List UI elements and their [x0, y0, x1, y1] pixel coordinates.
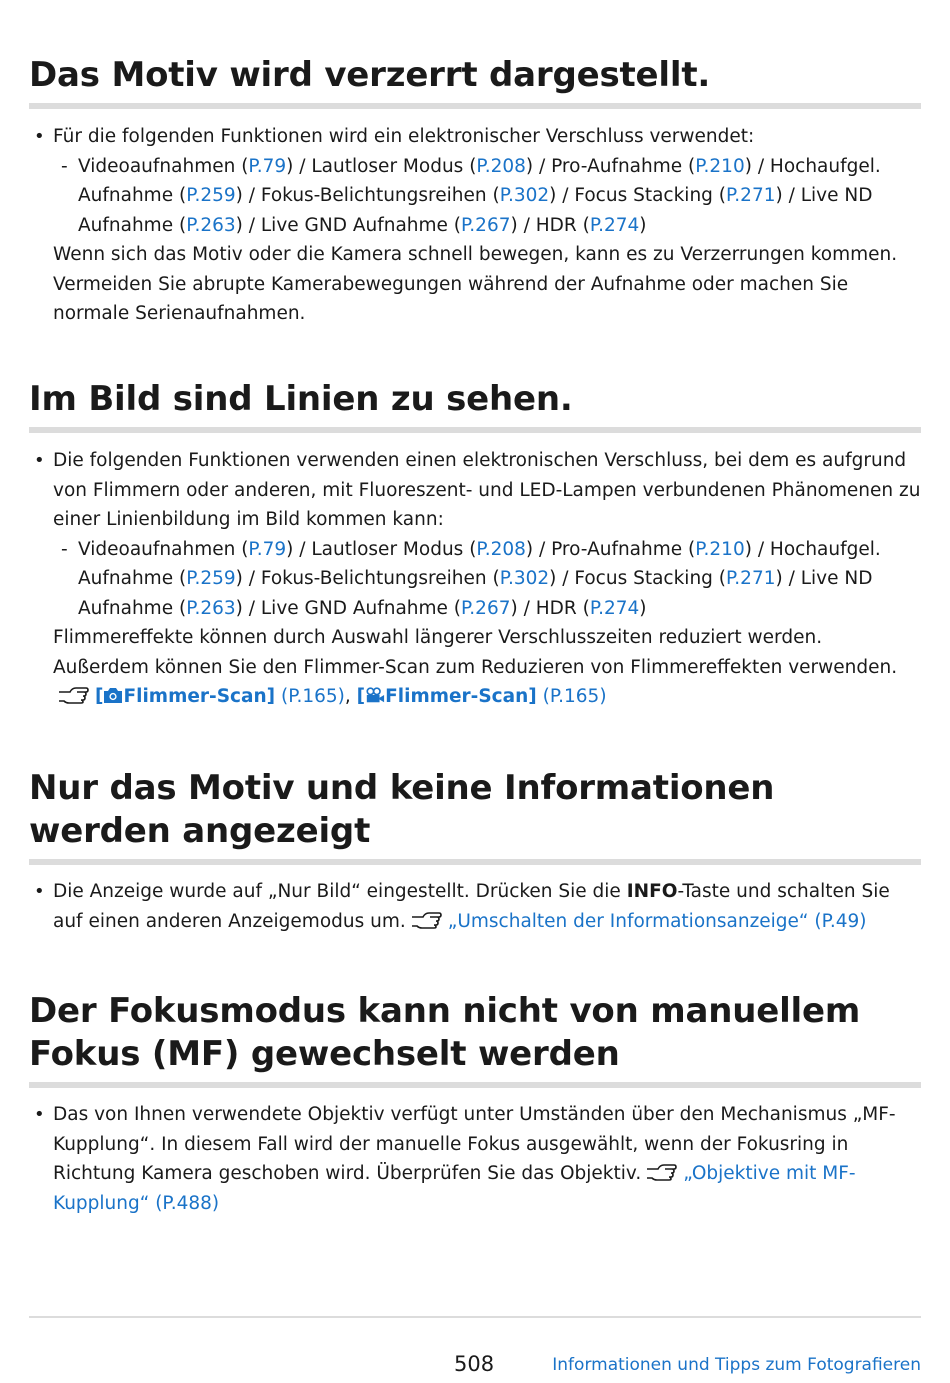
- page-link[interactable]: P.263: [186, 597, 236, 619]
- section-linien: [29, 378, 921, 712]
- page-link[interactable]: P.210: [695, 155, 745, 177]
- bullet-continuation: Wenn sich das Motiv oder die Kamera schnell bewegen, kann es zu Verzerrungen kommen. Vermeiden Sie abrupte Kamerabewegungen während der Aufnahme oder machen Sie normale Serienaufnahmen.: [53, 244, 898, 324]
- pointing-hand-icon: [645, 1161, 677, 1181]
- page-link[interactable]: P.302: [499, 185, 550, 206]
- page-link[interactable]: P.210: [695, 538, 745, 560]
- page-link[interactable]: P.263: [186, 214, 236, 236]
- section-fokusmodus: [29, 990, 921, 1218]
- bullet-item: • Die folgenden Funktionen verwenden einen elektronischen Verschluss, bei dem es aufgrund von Flimmern oder anderen, mit Fluoreszent- und LED-Lampen verbundenen Phänomenen zu einer Linienbildung im Bild kommen kann:: [29, 446, 921, 535]
- page-link[interactable]: P.79: [248, 155, 287, 177]
- bullet-item: • Die Anzeige wurde auf „Nur Bild“ eingestellt. Drücken Sie die INFO-Taste und schalten Sie auf einen anderen Anzeigemodus um. „Umschalten der Informationsanzeige“ (P.49): [29, 877, 921, 936]
- pointing-hand-icon: [57, 684, 89, 704]
- section-divider: [29, 859, 921, 865]
- info-display-link[interactable]: „Umschalten der Informationsanzeige“ (P.49): [447, 910, 867, 932]
- page-link[interactable]: (P.165): [542, 686, 607, 707]
- section-divider: [29, 427, 921, 433]
- page-link[interactable]: P.271: [726, 568, 776, 589]
- page-link[interactable]: P.79: [248, 538, 287, 560]
- page-link[interactable]: P.208: [476, 538, 526, 560]
- section-title: Im Bild sind Linien zu sehen.: [29, 379, 573, 419]
- page-link[interactable]: P.302: [499, 568, 550, 589]
- section-divider: [29, 1082, 921, 1088]
- bullet-continuation: Flimmereffekte können durch Auswahl längerer Verschlusszeiten reduziert werden. Außerdem können Sie den Flimmer-Scan zum Reduzieren von Flimmereffekten verwenden.[ Flimmer-Scan] (P.165), [ Flimmer-Scan] (P.165): [53, 627, 898, 707]
- page-link[interactable]: P.267: [461, 214, 511, 236]
- camera-icon: [103, 686, 123, 704]
- page-link[interactable]: P.267: [461, 597, 511, 619]
- page-link[interactable]: P.274: [589, 597, 640, 619]
- function-list: - Videoaufnahmen (P.79) / Lautloser Modus (P.208) / Pro-Aufnahme (P.210) / Hochaufgel. Aufnahme (P.259) / Fokus-Belichtungsreihen (P.302) / Focus Stacking (P.271) / Live ND Aufnahme (P.263) / Live GND Aufnahme (P.267) / HDR (P.274): [29, 535, 921, 624]
- section-title: Das Motiv wird verzerrt dargestellt.: [29, 55, 711, 95]
- movie-camera-icon: [365, 686, 385, 704]
- chapter-title-link[interactable]: Informationen und Tipps zum Fotografieren: [552, 1355, 921, 1375]
- info-key-label: INFO: [626, 881, 678, 902]
- bullet-item: • Für die folgenden Funktionen wird ein elektronischer Verschluss verwendet:: [29, 122, 921, 152]
- footer-divider: [29, 1316, 921, 1318]
- section-divider: [29, 103, 921, 109]
- page-number: 508: [454, 1352, 495, 1376]
- page-link[interactable]: P.208: [476, 155, 526, 177]
- flimmer-scan-photo-link[interactable]: [ Flimmer-Scan]: [95, 686, 276, 707]
- page-link[interactable]: (P.165): [280, 686, 345, 707]
- page-link[interactable]: P.274: [589, 214, 640, 236]
- function-list: - Videoaufnahmen (P.79) / Lautloser Modus (P.208) / Pro-Aufnahme (P.210) / Hochaufgel. Aufnahme (P.259) / Fokus-Belichtungsreihen (P.302) / Focus Stacking (P.271) / Live ND Aufnahme (P.263) / Live GND Aufnahme (P.267) / HDR (P.274): [29, 152, 921, 241]
- section-verzerrt: [29, 54, 921, 329]
- page-link[interactable]: P.259: [186, 185, 236, 206]
- page-link[interactable]: P.259: [186, 568, 236, 589]
- section-nur-motiv: [29, 767, 921, 936]
- bullet-item: • Das von Ihnen verwendete Objektiv verfügt unter Umständen über den Mechanismus „MF-Kupplung“. In diesem Fall wird der manuelle Fokus ausgewählt, wenn der Fokusring in Richtung Kamera geschoben wird. Überprüfen Sie das Objektiv. „Objektive mit MF-Kupplung“ (P.488): [29, 1100, 921, 1218]
- page-link[interactable]: P.271: [726, 185, 776, 206]
- pointing-hand-icon: [410, 909, 442, 929]
- flimmer-scan-video-link[interactable]: [ Flimmer-Scan]: [356, 686, 537, 707]
- section-title: Nur das Motiv und keine Informationen werden angezeigt: [29, 768, 775, 851]
- mf-clutch-lens-link[interactable]: „Objektive mit MF-Kupplung“ (P.488): [53, 1163, 856, 1214]
- section-title: Der Fokusmodus kann nicht von manuellem Fokus (MF) gewechselt werden: [29, 991, 861, 1074]
